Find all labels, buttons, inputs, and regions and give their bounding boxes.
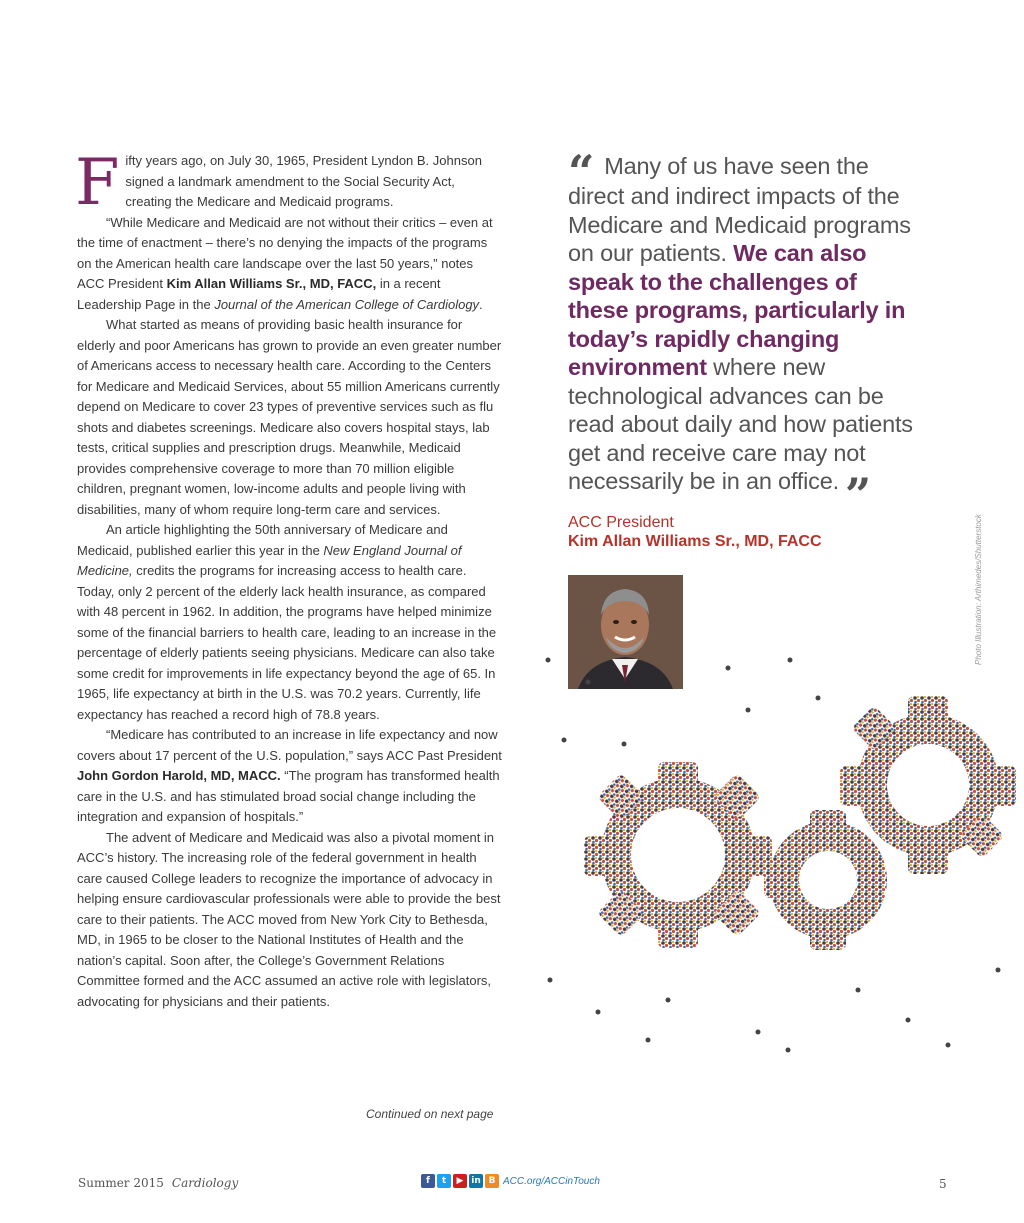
article-paragraph-6: The advent of Medicare and Medicaid was also a pivotal moment in ACC’s history. The increasing role of the federal government in health care caused College leaders to recognize the importance of advocacy in helping ensure cardiovascular professionals were able to provide the best care to their patients. The ACC moved from New York City to Bethesda, MD, in 1965 to be closer to the National Institutes of Health and the nation’s capital. Soon after, the College’s Government Relations Committee formed and the ACC assumed an active role with legislators, advocating for physicians and their patients. bbox=[77, 829, 501, 1009]
past-president-name: John Gordon Harold, MD, MACC. bbox=[77, 768, 281, 783]
president-name: Kim Allan Williams Sr., MD, FACC, bbox=[166, 276, 377, 291]
article-paragraph-4 bbox=[77, 520, 502, 725]
quote-attribution bbox=[568, 513, 822, 551]
article-paragraph-1 bbox=[75, 146, 502, 220]
linkedin-icon[interactable]: in bbox=[469, 1174, 483, 1188]
paragraph-text: . bbox=[479, 296, 483, 312]
paragraph-text: An article highlighting the 50th anniversary of Medicare and Medicaid, published earlier this year in the bbox=[77, 522, 448, 558]
journal-title: Journal of the American College of Cardiology bbox=[214, 296, 480, 312]
crowd-gears-illustration bbox=[528, 640, 1024, 1080]
drop-cap: F bbox=[75, 146, 120, 220]
attribution-name: Kim Allan Williams Sr., MD, FACC bbox=[568, 533, 822, 550]
paragraph-text: credits the programs for increasing access to health care. Today, only 2 percent of the elderly lack health insurance, as compared with 48 percent in 1962. In addition, the programs have helped minimize some of the financial barriers to health care, leading to an increase in the percentage of elderly patients seeing physicians. Medicare can also take some credit for improvements in life expectancy beyond the age of 65. In 1965, life expectancy at birth in the U.S. was 70.2 years. Currently, life expectancy has reached a record high of 78.8 years. bbox=[77, 563, 497, 722]
footer-issue bbox=[78, 1176, 238, 1190]
paragraph-text: “The program has transformed health care in the U.S. and has stimulated broad social change including the integration and expansion of hospitals.” bbox=[77, 768, 500, 824]
paragraph-text: in a recent Leadership Page in the bbox=[77, 276, 441, 312]
twitter-icon[interactable]: t bbox=[437, 1174, 451, 1188]
facebook-icon[interactable]: f bbox=[421, 1174, 435, 1188]
quote-text: where new technological advances can be read about daily and how patients get and receive care may not necessarily be in an office. bbox=[568, 354, 913, 494]
article-paragraph-5 bbox=[77, 725, 502, 828]
paragraph-text: “While Medicare and Medicaid are not without their critics – even at the time of enactment – there’s no denying the impacts of the programs on the American health care landscape over the last 50 years,” notes ACC President bbox=[77, 214, 493, 291]
quote-emphasis: We can also speak to the challenges of these programs, particularly in today’s rapidly changing environment bbox=[568, 240, 906, 380]
page-number: 5 bbox=[939, 1177, 947, 1191]
gear-shapes bbox=[616, 729, 984, 924]
close-quote-icon: ” bbox=[844, 468, 872, 522]
youtube-icon[interactable]: ▶ bbox=[453, 1174, 467, 1188]
article-body bbox=[75, 146, 502, 1012]
photo-credit: Photo Illustration: Arthimedes/Shutterstock bbox=[974, 514, 983, 665]
paragraph-text: ifty years ago, on July 30, 1965, President Lyndon B. Johnson signed a landmark amendment to the Social Security Act, creating the Medicare and Medicaid programs. bbox=[125, 153, 482, 209]
footer-season: Summer 2015 bbox=[78, 1176, 164, 1190]
blog-icon[interactable]: B bbox=[485, 1174, 499, 1188]
paragraph-text: “Medicare has contributed to an increase in life expectancy and now covers about 17 percent of the U.S. population,” says ACC Past President bbox=[77, 727, 502, 763]
gear-left-icon bbox=[616, 793, 740, 917]
quote-text: Many of us have seen the direct and indirect impacts of the Medicare and Medicaid programs on our patients. bbox=[568, 153, 911, 266]
attribution-title: ACC President bbox=[568, 514, 674, 531]
article-paragraph-2 bbox=[77, 213, 502, 316]
gear-right-icon bbox=[872, 729, 984, 841]
journal-title: New England Journal of Medicine, bbox=[77, 542, 462, 578]
article-paragraph-3: What started as means of providing basic health insurance for elderly and poor Americans has grown to provide an even greater number of Americans access to necessary health care. According to the Centers for Medicare and Medicaid Services, about 55 million Americans currently depend on Medicare to cover 23 types of preventive services such as flu shots and diabetes screenings. Medicare also covers hospital stays, lab tests, critical supplies and prescription drugs. Meanwhile, Medicaid provides comprehensive coverage to more than 70 million eligible children, pregnant women, low-income adults and people living with disabilities, many of whom require long-term care and services. bbox=[77, 317, 502, 517]
footer-magazine: Cardiology bbox=[171, 1176, 239, 1190]
open-quote-icon: “ bbox=[568, 145, 595, 199]
footer-link[interactable]: ACC.org/ACCinTouch bbox=[503, 1176, 600, 1187]
gear-middle-icon bbox=[784, 836, 872, 924]
continued-note: Continued on next page bbox=[366, 1107, 494, 1121]
pull-quote bbox=[568, 145, 916, 522]
social-icons bbox=[421, 1174, 499, 1188]
